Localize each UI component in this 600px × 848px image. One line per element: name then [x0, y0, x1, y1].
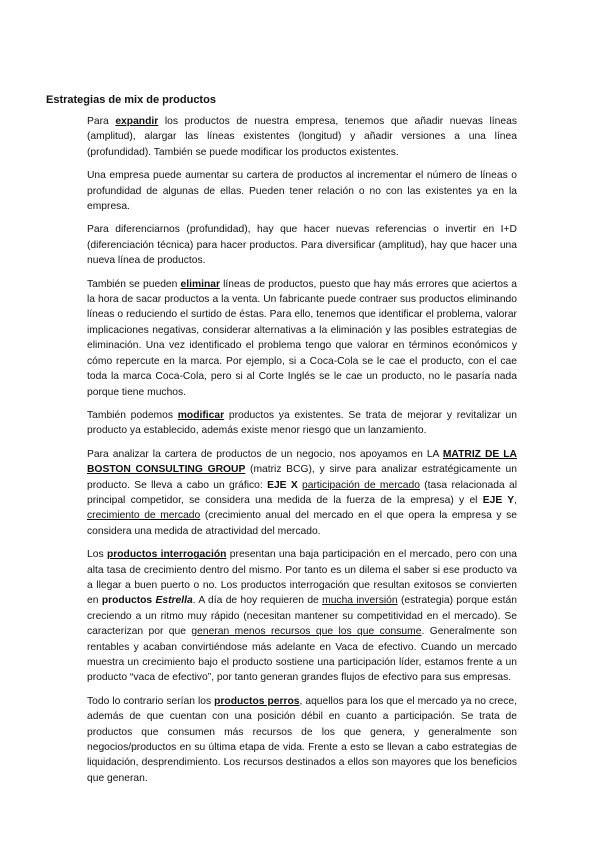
document-body: [87, 114, 517, 794]
paragraph-eliminar: También se pueden eliminar líneas de productos, puesto que hay más errores que aciertos a la hora de sacar productos a la venta. Un fabricante puede contraer sus productos eliminando líneas o reduciendo el surtido de éstas. Para ello, tenemos que identificar el problema, valorar implicaciones negativas, considerar alternativas a la eliminación y las posibles estrategias de eliminación. Una vez identificado el problema tengo que valorar en términos económicos y cómo repercute en la marca. Por ejemplo, si a Coca-Cola se le cae el producto, con el cae toda la marca Coca-Cola, pero si al Corte Inglés se le cae un producto, no le pasaría nada porque tiene muchos.: [87, 278, 517, 398]
paragraph-modificar: También podemos modificar productos ya existentes. Se trata de mejorar y revitalizar un producto ya establecido, además existe menor riesgo que un lanzamiento.: [87, 409, 517, 437]
keyword-eje-x: EJE X: [267, 479, 298, 491]
keyword-estrella: Estrella: [155, 595, 193, 607]
document-title: Estrategias de mix de productos: [46, 94, 216, 106]
keyword-matriz-bcg: MATRIZ DE LA BOSTON CONSULTING GROUP: [87, 448, 517, 476]
paragraph-interrogacion: Los productos interrogación presentan una baja participación en el mercado, pero con una alta tasa de crecimiento dentro del mismo. Por tanto es un dilema el saber si ese producto va a llegar a buen puerto o no. Los productos interrogación que resultan exitosos se convierten en productos Estrella. A día de hoy requieren de mucha inversión (estrategia) porque están creciendo a un ritmo muy rápido (necesitan mantener su competitividad en el mercado). Se caracterizan por que generan menos recursos que los que consume. Generalmente son rentables y acaban convirtiéndose más adelante en Vaca de efectivo. Cuando un mercado muestra un crecimiento bajo el producto sostiene una participación líder, estamos frente a un producto “vaca de efectivo”, por tanto generan grandes flujos de efectivo para sus empresas.: [87, 549, 517, 684]
keyword-modificar: modificar: [177, 409, 225, 421]
keyword-eliminar: eliminar: [180, 278, 220, 290]
term-mucha-inversion: mucha inversión: [322, 595, 398, 607]
paragraph-matriz-bcg: Para analizar la cartera de productos de un negocio, nos apoyamos en LA MATRIZ DE LA BOSTON CONSULTING GROUP (matriz BCG), y sirve para analizar estratégicamente un producto. Se lleva a cabo un gráfico: EJE X participación de mercado (tasa relacionada al principal competidor, se considera una medida de la fuerza de la empresa) y el EJE Y, crecimiento de mercado (crecimiento anual del mercado en el que opera la empresa y se considera una medida de atractividad del mercado.: [87, 448, 517, 537]
term-generan-menos-recursos: generan menos recursos que los que consume: [191, 626, 422, 638]
paragraph-diferenciarnos: Para diferenciarnos (profundidad), hay que hacer nuevas referencias o invertir en I+D (diferenciación técnica) para hacer productos. Para diversificar (amplitud), hay que hacer una nueva línea de productos.: [87, 224, 517, 267]
paragraph-cartera: Una empresa puede aumentar su cartera de productos al incrementar el número de líneas o profundidad de algunas de ellas. Pueden tener relación o no con las existentes ya en la empresa.: [87, 170, 517, 213]
keyword-productos: productos: [101, 595, 156, 607]
term-participacion-mercado: participación de mercado: [302, 479, 420, 491]
keyword-eje-y: EJE Y: [482, 494, 515, 506]
keyword-productos-perros: productos perros: [214, 695, 300, 707]
term-crecimiento-mercado: crecimiento de mercado: [87, 510, 201, 522]
keyword-expandir: expandir: [115, 116, 159, 127]
keyword-productos-interrogacion: productos interrogación: [106, 549, 227, 561]
paragraph-expandir: Para expandir los productos de nuestra empresa, tenemos que añadir nuevas líneas (amplitud), alargar las líneas existentes (longitud) y añadir versiones a una línea (profundidad). También se puede modificar los productos existentes.: [87, 116, 517, 158]
paragraph-perros: Todo lo contrario serían los productos perros, aquellos para los que el mercado ya no crece, además de que cuentan con una posición débil en cuanto a participación. Se trata de productos que consumen más recursos de los que genera, y generalmente son negocios/productos en su última etapa de vida. Frente a esto se llevan a cabo estrategias de liquidación, desprendimiento. Los recursos destinados a ellos son mayores que los beneficios que generan.: [87, 695, 517, 784]
